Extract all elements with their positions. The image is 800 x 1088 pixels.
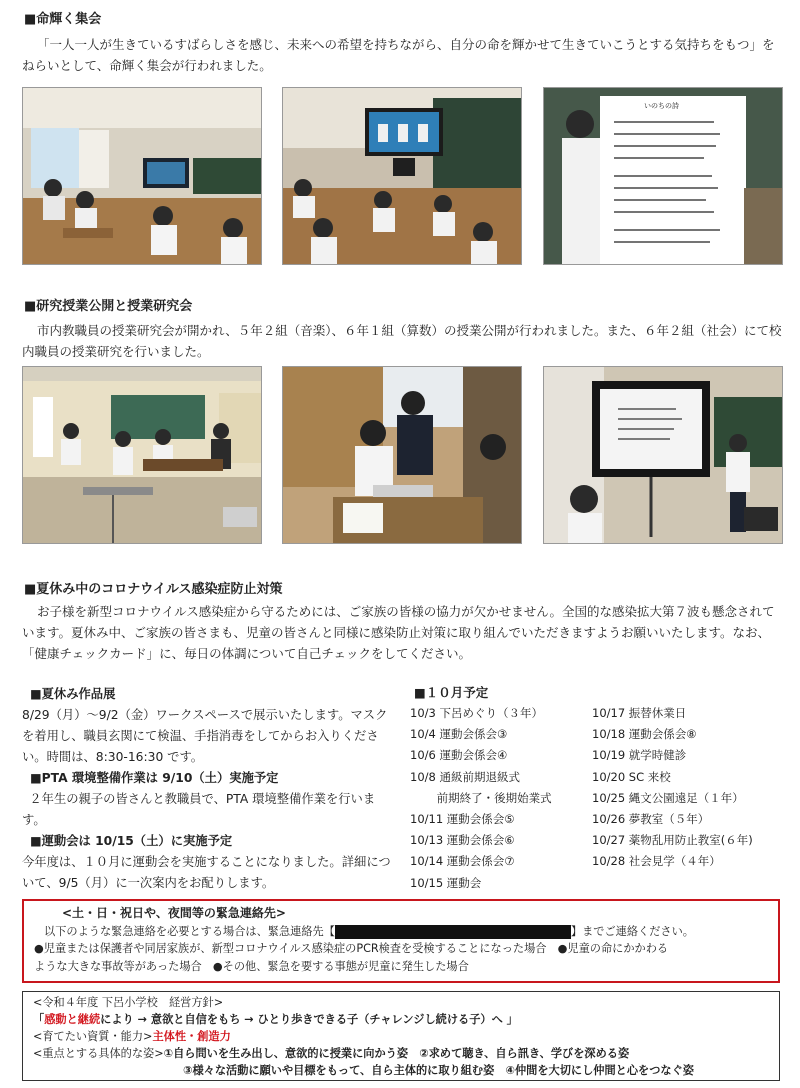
schedule-item: 10/3 下呂めぐり（３年） xyxy=(410,706,543,720)
section-heading-covid: ■夏休み中のコロナウイルス感染症防止対策 xyxy=(24,582,283,597)
emergency-line1-pre: 以下のような緊急連絡を必要とする場合は、緊急連絡先【 xyxy=(44,924,335,938)
events-column xyxy=(22,684,396,894)
schedule-item: 10/4 運動会係会③ xyxy=(410,727,508,742)
schedule-item: 10/8 通級前期退級式 xyxy=(410,769,520,784)
policy-motto xyxy=(33,1011,769,1028)
sports-day-title: ■運動会は 10/15（土）に実施予定 xyxy=(30,834,233,848)
exhibit-title: ■夏休み作品展 xyxy=(30,687,116,701)
section-heading-research: ■研究授業公開と授業研究会 xyxy=(24,299,193,314)
schedule-item: 10/25 縄文公園遠足（１年） xyxy=(592,790,744,805)
photo-music-class xyxy=(22,366,262,544)
schedule-item: 10/26 夢教室（５年） xyxy=(592,812,710,827)
policy-title: <令和４年度 下呂小学校 経営方針> xyxy=(33,996,224,1009)
policy-focus-text-2: ③様々な活動に願いや目標をもって、自ら主体的に取り組む姿 ④仲間を大切にし仲間と心をつなぐ姿 xyxy=(183,1064,694,1077)
school-policy-box xyxy=(22,991,780,1081)
policy-focus-text: ①自ら問いを生み出し、意欲的に授業に向かう姿 ②求めて聴き、自ら訊き、学びを深める姿 xyxy=(163,1047,630,1060)
schedule-item: 10/11 運動会係会⑤ xyxy=(410,812,515,827)
schedule-item: 10/13 運動会係会⑥ xyxy=(410,833,515,848)
emergency-contact-box xyxy=(22,899,780,983)
policy-qualities xyxy=(33,1028,769,1045)
schedule-item: 10/18 運動会係会⑧ xyxy=(592,727,697,742)
pta-title: ■PTA 環境整備作業は 9/10（土）実施予定 xyxy=(30,771,279,785)
assembly-text: 「一人一人が生きているすばらしさを感じ、未来への希望を持ちながら、自分の命を輝かせて生きていこうとする気持ちをもつ」をねらいとして、命輝く集会が行われました。 xyxy=(22,37,775,73)
schedule-item: 10/27 薬物乱用防止教室(６年) xyxy=(592,833,753,848)
poster-title: いのちの詩 xyxy=(644,102,679,110)
emergency-title: <土・日・祝日や、夜間等の緊急連絡先> xyxy=(62,906,286,920)
policy-focus-label: <重点とする具体的な姿> xyxy=(33,1047,164,1060)
schedule-item: 10/19 就学時健診 xyxy=(592,748,687,763)
photo-math-class xyxy=(282,366,522,544)
sports-day-text: 今年度は、１０月に運動会を実施することになりました。詳細について、9/5（月）に一次案内をお配りします。 xyxy=(22,855,391,890)
covid-text: お子様を新型コロナウイルス感染症から守るためには、ご家族の皆様の協力が欠かせません。全国的な感染拡大第７波も懸念されています。夏休み中、ご家族の皆さまも、児童の皆さんと同様に感染防止対策に取り組んでいただきますようお願いいたします。なお、「健康チェックカード」に、毎日の体調について自己チェックをしてください。 xyxy=(22,604,775,661)
schedule-item: 10/15 運動会 xyxy=(410,875,482,890)
section-heading-assembly: ■命輝く集会 xyxy=(24,12,102,27)
schedule-item: 10/20 SC 来校 xyxy=(592,769,671,784)
schedule-right-list xyxy=(592,703,784,873)
photo-assembly-classroom xyxy=(22,87,262,265)
emergency-line3: ような大きな事故等があった場合 ●その他、緊急を要する事態が児童に発生した場合 xyxy=(34,959,469,973)
exhibit-text: 8/29（月）〜9/2（金）ワークスペースで展示いたします。マスクを着用し、職員玄関にて検温、手指消毒をしてからお入りください。時間は、8:30-16:30 です。 xyxy=(22,708,388,764)
emergency-line2: ●児童または保護者や同居家族が、新型コロナウイルス感染症のPCR検査を受検することになった場合 ●児童の命にかかわる xyxy=(34,942,669,955)
schedule-title: ■１０月予定 xyxy=(414,685,489,700)
photo-poster-student xyxy=(543,87,783,265)
schedule-item: 10/14 運動会係会⑦ xyxy=(410,854,515,869)
policy-focus xyxy=(33,1045,769,1062)
emergency-line1 xyxy=(34,923,768,941)
pta-text: ２年生の親子の皆さんと教職員で、PTA 環境整備作業を行います。 xyxy=(22,792,376,827)
redacted-contact xyxy=(335,925,571,939)
research-text: 市内教職員の授業研究会が開かれ、５年２組（音楽）、６年１組（算数）の授業公開が行われました。また、６年２組（社会）にて校内職員の授業研究を行いました。 xyxy=(22,323,782,359)
policy-qualities-label: <育てたい資質・能力> xyxy=(33,1030,153,1043)
photo-assembly-monitor xyxy=(282,87,522,265)
policy-motto-open: 「 xyxy=(33,1013,45,1026)
schedule-item: 10/28 社会見学（４年） xyxy=(592,854,721,869)
policy-qualities-value: 主体性・創造力 xyxy=(152,1030,231,1043)
policy-motto-red: 感動と継続 xyxy=(44,1013,101,1026)
schedule-left-list xyxy=(410,703,590,894)
emergency-line1-post: 】までご連絡ください。 xyxy=(570,924,694,938)
schedule-item: 10/6 運動会係会④ xyxy=(410,748,508,763)
policy-motto-rest: により → 意欲と自信をもち → ひとり歩きできる子（チャレンジし続ける子）へ 」 xyxy=(100,1013,518,1026)
photo-social-studies-class xyxy=(543,366,783,544)
schedule-item: 前期終了・後期始業式 xyxy=(410,790,552,805)
october-schedule xyxy=(412,682,782,703)
schedule-item: 10/17 振替休業日 xyxy=(592,706,687,720)
